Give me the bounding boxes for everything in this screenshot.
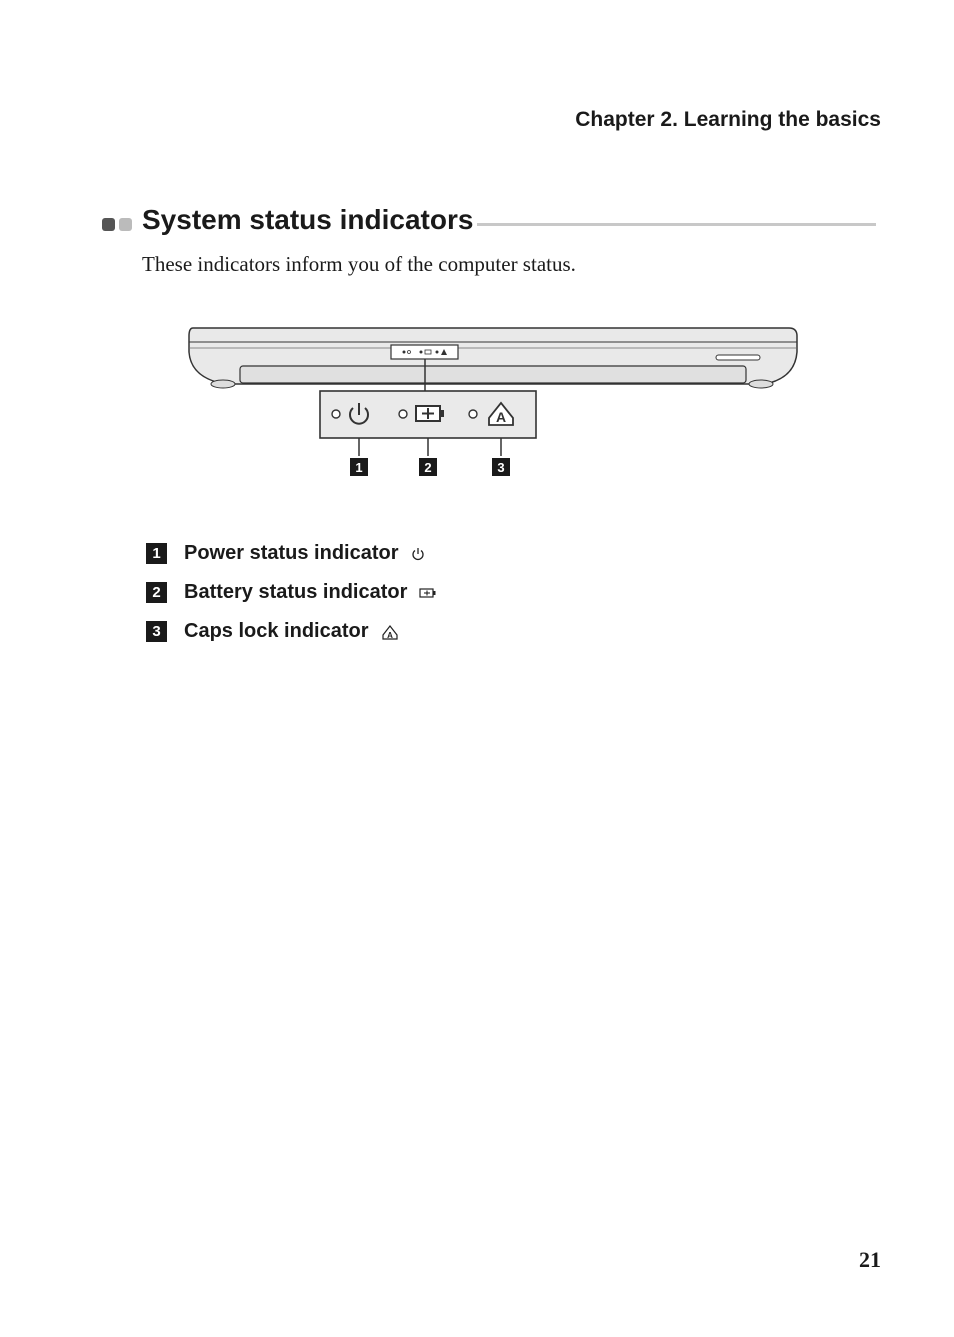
chapter-header: Chapter 2. Learning the basics bbox=[575, 108, 881, 131]
svg-text:A: A bbox=[495, 409, 507, 425]
section-heading bbox=[102, 204, 876, 244]
list-item-caps-lock bbox=[146, 612, 437, 651]
item-number: 1 bbox=[146, 543, 167, 564]
item-label: Caps lock indicator bbox=[184, 620, 369, 642]
callout-1-label: 1 bbox=[355, 460, 363, 475]
card-slot bbox=[716, 355, 760, 360]
section-bullets-icon bbox=[102, 218, 136, 236]
power-icon bbox=[411, 547, 425, 561]
battery-icon bbox=[416, 406, 444, 421]
item-label: Power status indicator bbox=[184, 542, 399, 564]
left-foot bbox=[211, 380, 235, 388]
callout-2-label: 2 bbox=[424, 460, 432, 475]
intro-text: These indicators inform you of the computer status. bbox=[142, 252, 576, 276]
battery-led bbox=[399, 410, 407, 418]
right-foot bbox=[749, 380, 773, 388]
section-title: System status indicators bbox=[142, 204, 477, 236]
item-number: 3 bbox=[146, 621, 167, 642]
callout-3-label: 3 bbox=[497, 460, 505, 475]
front-panel bbox=[240, 366, 746, 383]
section-rule bbox=[464, 223, 876, 226]
item-number: 2 bbox=[146, 582, 167, 603]
indicator-strip bbox=[391, 345, 458, 359]
battery-icon bbox=[419, 587, 437, 599]
caps-lock-led bbox=[469, 410, 477, 418]
item-label: Battery status indicator bbox=[184, 581, 408, 603]
page-number: 21 bbox=[859, 1247, 881, 1272]
laptop-front-illustration bbox=[185, 322, 805, 482]
indicator-list bbox=[146, 534, 437, 651]
power-led bbox=[332, 410, 340, 418]
laptop-front-figure bbox=[185, 322, 805, 487]
list-item-battery bbox=[146, 573, 437, 612]
list-item-power bbox=[146, 534, 437, 573]
caps-lock-icon bbox=[381, 623, 399, 641]
svg-text:A: A bbox=[386, 630, 393, 640]
